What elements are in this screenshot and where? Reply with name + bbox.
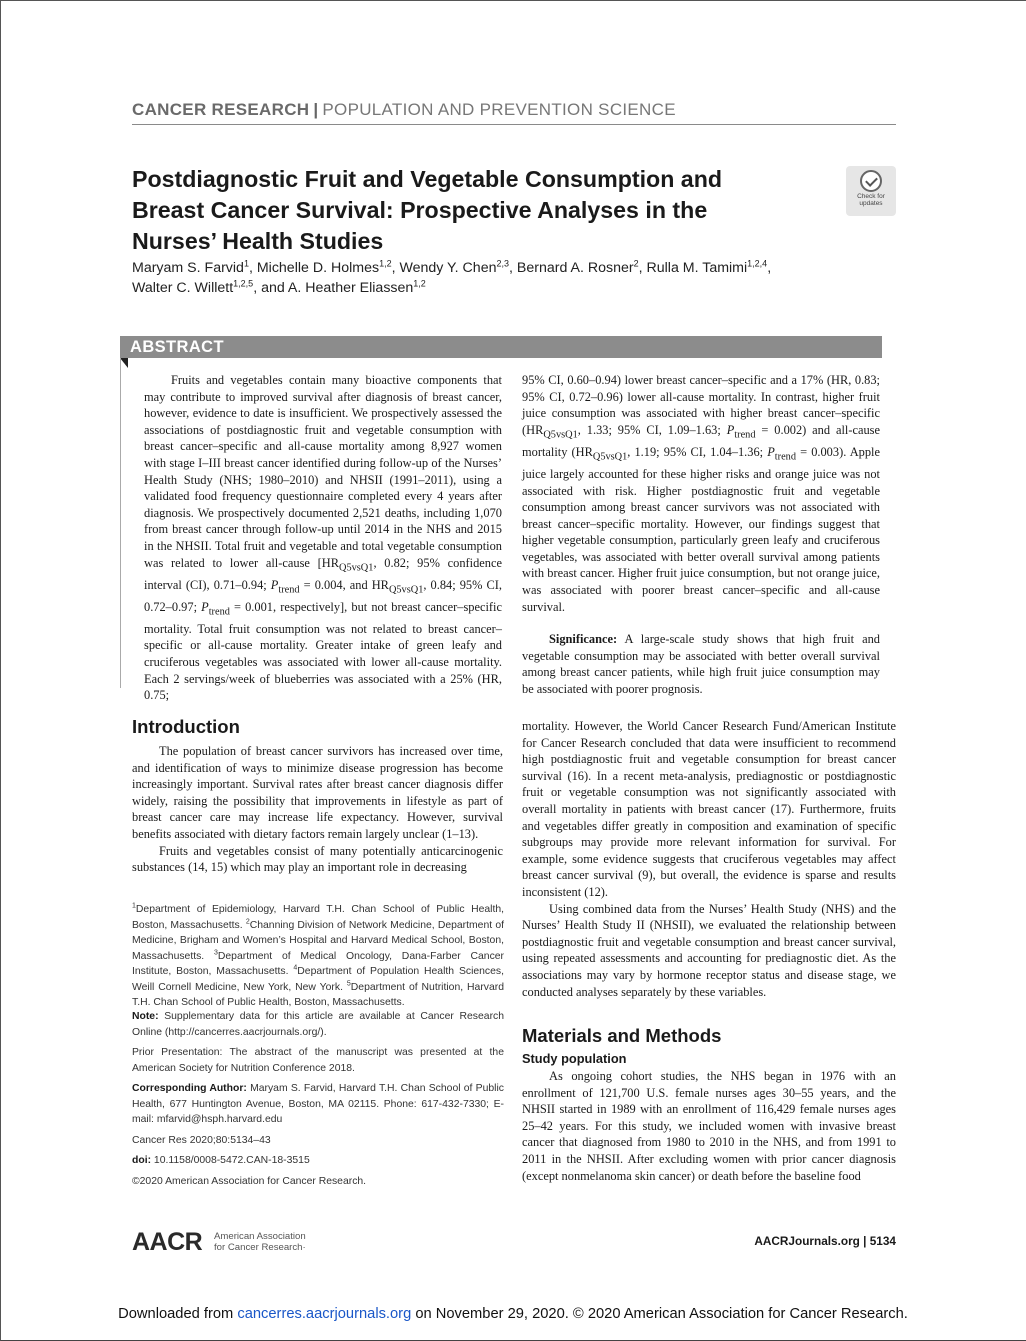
study-population-heading: Study population: [522, 1051, 627, 1066]
journal-header: [132, 100, 896, 120]
citation: Cancer Res 2020;80:5134–43: [132, 1134, 271, 1146]
intro-paragraph-2: Fruits and vegetables consist of many potentially anticarcinogenic substances (14, 15) which may play an important role in decreasing: [132, 843, 503, 875]
note-label: Note:: [132, 1011, 159, 1022]
methods-paragraph-1: As ongoing cohort studies, the NHS began in 1976 with an enrollment of 121,700 U.S. female nurses ages 30–55 years, and the NHSII started in 1989 with an enrollment of 116,429 female nurses ages 25–42 years. For this study, we included women with invasive breast cancer that diagnosed from 1980 to 2010 in the NHS, and from 1991 to 2011 in the NHSII. After excluding women with prior cancer diagnosis (except nonmelanoma skin cancer) or death before the baseline food: [522, 1069, 896, 1183]
download-link[interactable]: cancerres.aacrjournals.org: [237, 1306, 412, 1322]
prior-presentation: Prior Presentation: The abstract of the manuscript was presented at the American Society for Nutrition Conference 2018.: [132, 1047, 504, 1074]
abstract-paragraph-2: 95% CI, 0.60–0.94) lower breast cancer–specific and a 17% (HR, 0.83; 95% CI, 0.72–0.96) lower all-cause mortality. In contrast, higher fruit juice consumption was associated with higher breast cancer–specific ($HR_{Q5vsQ1}$, 1.33; 95% CI, 1.09–1.63; $P_{trend} = 0.002$) and all-cause mortality ($HR_{Q5vsQ1}$, 1.19; 95% CI, 1.04–1.36; $P_{trend} = 0.003$). Apple juice largely accounted for these higher risks and orange juice was not associated with risk. Higher postdiagnostic fruit and vegetable consumption among breast cancer survivors was not associated with breast cancer–specific mortality. However, our findings suggest that higher vegetable consumption, particularly green leafy and cruciferous vegetables, was associated with better overall survival among patients with breast cancer. Higher fruit juice consumption, but not orange juice, was associated with poorer breast cancer–specific and all-cause survival.: [522, 373, 880, 614]
introduction-column: [132, 743, 503, 876]
abstract-heading-bar: [120, 336, 882, 358]
doi: [132, 1153, 504, 1169]
introduction-heading: Introduction: [132, 716, 240, 737]
aacr-logo-mark: AACR: [132, 1228, 203, 1256]
intro-paragraph-1: The population of breast cancer survivors has increased over time, and identification of ways to minimize disease progression has become increasingly important. Survival rates after breast cancer diagnosis differ widely, raising the possibility that improvements in lifestyle as part of breast cancer care may increase life expectancy. However, survival benefits associated with dietary factors remain largely unclear (1–13).: [132, 744, 503, 841]
footer-separator: |: [863, 1234, 867, 1248]
significance-statement: [522, 631, 880, 697]
journal-name: CANCER RESEARCH: [132, 100, 310, 119]
abstract-heading: ABSTRACT: [130, 338, 224, 356]
page-footer: [710, 1234, 896, 1248]
page-number: 5134: [869, 1234, 896, 1248]
author-list: Maryam S. Farvid$^1$, Michelle D. Holmes$^{1,2}$, Wendy Y. Chen$^{2,3}$, Bernard A. Rosner$^2$, Rulla M. Tamimi$^{1,2,4}$, Walter C. Willett$^{1,2,5}$, and A. Heather Eliassen$^{1,2}$: [132, 258, 772, 296]
aacr-logo: [132, 1228, 306, 1257]
doi-label: doi:: [132, 1155, 152, 1166]
corresponding-author: [132, 1081, 504, 1128]
section-name: POPULATION AND PREVENTION SCIENCE: [322, 100, 676, 119]
methods-heading: Materials and Methods: [522, 1025, 722, 1046]
corresponding-text: Maryam S. Farvid, Harvard T.H. Chan School of Public Health, 677 Huntington Avenue, Boston, MA 02115. Phone: 617-432-7330; E-mail: mfarvid@hsph.harvard.edu: [132, 1083, 504, 1125]
doi-text: 10.1158/0008-5472.CAN-18-3515: [151, 1155, 310, 1166]
header-separator: |: [313, 100, 319, 119]
article-title: Postdiagnostic Fruit and Vegetable Consumption and Breast Cancer Survival: Prospective Analyses in the Nurses’ Health Studies: [132, 166, 723, 254]
methods-column: [522, 1068, 896, 1184]
check-icon: [860, 170, 882, 192]
download-notice: Downloaded from cancerres.aacrjournals.org on November 29, 2020. © 2020 American Association for Cancer Research.: [118, 1306, 908, 1322]
abstract-side-rule: [120, 358, 121, 688]
abstract-left-column: [144, 372, 502, 704]
corresponding-label: Corresponding Author:: [132, 1083, 247, 1094]
copyright: ©2020 American Association for Cancer Research.: [132, 1175, 367, 1187]
significance-label: Significance:: [549, 632, 618, 647]
abstract-right-column: [522, 372, 880, 698]
header-rule: [132, 124, 896, 125]
intro-paragraph-4: Using combined data from the Nurses’ Health Study (NHS) and the Nurses’ Health Study II (NHSII), we evaluated the relationship between postdiagnostic fruit and vegetable consumption and breast cancer survival, using repeated assessments and accounting for prediagnostic diet. As the associations may vary by hormone receptor status and disease stage, we conducted analyses separately by these variables.: [522, 901, 896, 999]
introduction-continued-column: [522, 718, 896, 1000]
note-text: Supplementary data for this article are available at Cancer Research Online (http://cancerres.aacrjournals.org/).: [132, 1011, 504, 1038]
significance-text: A large-scale study shows that high fruit and vegetable consumption may be associated with better overall survival among breast cancer patients, while high fruit juice consumption may be associated with poorer prognosis.: [522, 632, 880, 697]
abstract-paragraph-1: Fruits and vegetables contain many bioactive components that may contribute to improved survival after diagnosis of breast cancer, however, evidence to date is insufficient. We prospectively assessed the associations of postdiagnostic fruit and vegetable consumption with breast cancer–specific and all-cause mortality among 8,927 women with stage I–III breast cancer identified during follow-up of the Nurses’ Health Study (NHS; 1980–2010) and NHSII (1991–2011), using a validated food frequency questionnaire completed every 4 years after diagnosis. We prospectively documented 2,521 deaths, including 1,070 from breast cancer through follow-up until 2014 in the NHS and 2015 in the NHSII. Total fruit and vegetable and total vegetable consumption was related to lower all-cause [$HR_{Q5vsQ1}$, 0.82; 95% confidence interval (CI), 0.71–0.94; $P_{trend} = 0.004$, and $HR_{Q5vsQ1}$, 0.84; 95% CI, 0.72–0.97; $P_{trend} = 0.001$, respectively], but not breast cancer–specific mortality. Total fruit consumption was not related to breast cancer–specific or all-cause mortality. Greater intake of green leafy and cruciferous vegetables was associated with lower all-cause mortality. Each 2 servings/week of blueberries was associated with a 25% (HR, 0.75;: [144, 373, 503, 703]
supplementary-note: [132, 1009, 504, 1040]
intro-paragraph-3: mortality. However, the World Cancer Research Fund/American Institute for Cancer Research concluded that data were insufficient to recommend high postdiagnostic fruit and vegetable consumption for breast cancer survival (16). In a recent meta-analysis, prediagnostic or postdiagnostic fruit or vegetable consumption was not significantly associated with overall mortality in patients with breast cancer (17). Furthermore, fruits and vegetables differ greatly in composition and examination of specific subgroups may provide more relevant information for survival. For example, some evidence suggests that cruciferous vegetables may affect breast cancer survival (9), but overall, the evidence is sparse and results inconsistent (12).: [522, 719, 896, 899]
abstract-corner-mark: [120, 358, 128, 368]
article-notes: [132, 1009, 504, 1194]
check-for-updates-badge[interactable]: [846, 166, 896, 216]
affiliations: $^1$Department of Epidemiology, Harvard T.H. Chan School of Public Health, Boston, Massachusetts. $^2$Channing Division of Network Medicine, Department of Medicine, Brigham and Women’s Hospital and Harvard Medical School, Boston, Massachusetts. $^3$Department of Medical Oncology, Dana-Farber Cancer Institute, Boston, Massachusetts. $^4$Department of Population Health Sciences, Weill Cornell Medicine, New York, New York. $^5$Department of Nutrition, Harvard T.H. Chan School of Public Health, Boston, Massachusetts.: [132, 902, 504, 1008]
check-for-updates-label: Check for updates: [857, 193, 885, 207]
journal-site: AACRJournals.org: [754, 1234, 860, 1248]
aacr-logo-name: American Association for Cancer Research·: [214, 1231, 306, 1253]
